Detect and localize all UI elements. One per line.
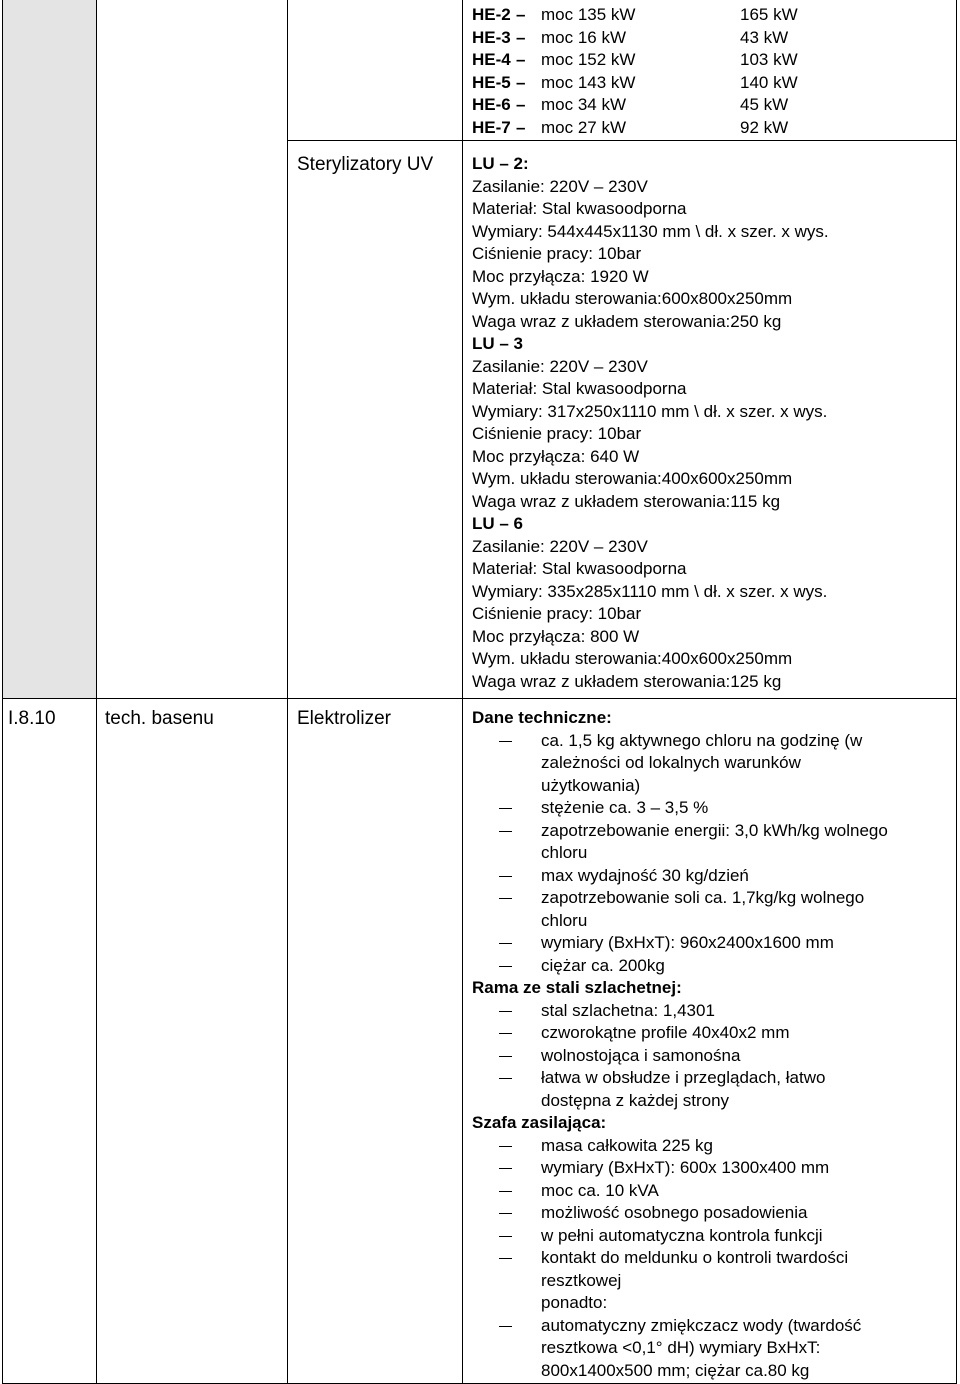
dash-bullet-icon (499, 898, 512, 899)
list-item (472, 1022, 952, 1045)
row-divider-elektrolizer (2, 698, 957, 699)
table-divider-2 (287, 0, 288, 1384)
list-item (472, 1225, 952, 1248)
he-name: HE-4 (472, 50, 511, 69)
spec-line: Waga wraz z układem sterowania:250 kg (472, 311, 782, 331)
he-moc: moc 135 kW (541, 5, 636, 24)
section-heading: Szafa zasilająca: (472, 1113, 607, 1132)
spec-line: Wymiary: 544x445x1130 mm \ dł. x szer. x wys. (472, 221, 829, 241)
dash-bullet-icon (499, 1168, 512, 1169)
list-item-line: wolnostojąca i samonośna (541, 1045, 741, 1065)
he-name: HE-6 (472, 95, 511, 114)
row-category: tech. basenu (105, 708, 214, 729)
he-dash-column (516, 4, 525, 139)
he-names-column (472, 4, 511, 139)
spec-line: Waga wraz z układem sterowania:125 kg (472, 671, 782, 691)
dash-bullet-icon (499, 1078, 512, 1079)
list-item-line: kontakt do meldunku o kontroli twardości (541, 1248, 849, 1267)
he-moc: moc 152 kW (541, 50, 636, 69)
spec-line: Ciśnienie pracy: 10bar (472, 424, 642, 443)
spec-line: Wym. układu sterowania:400x600x250mm (472, 469, 793, 488)
list-item-line: możliwość osobnego posadowienia (541, 1203, 808, 1222)
list-item (472, 887, 952, 932)
he-name: HE-2 (472, 5, 511, 24)
list-item-line: dostępna z każdej strony (541, 1090, 730, 1110)
list-item (472, 955, 952, 978)
unit-title: LU – 6 (472, 514, 524, 533)
dash-bullet-icon (499, 876, 512, 877)
list-item-line: max wydajność 30 kg/dzień (541, 865, 749, 885)
spec-line: Moc przyłącza: 640 W (472, 446, 640, 466)
spec-line: Wymiary: 335x285x1110 mm \ dł. x szer. x wys. (472, 581, 828, 601)
list-item-line: 800x1400x500 mm; ciężar ca.80 kg (541, 1360, 810, 1380)
list-item (472, 1045, 952, 1068)
dash-bullet-icon (499, 1011, 512, 1012)
list-item (472, 1000, 952, 1023)
list-item-line: zależności od lokalnych warunków (541, 753, 801, 772)
spec-line: Materiał: Stal kwasoodporna (472, 199, 687, 218)
he-value: 103 kW (740, 50, 798, 69)
list-item-line: zapotrzebowanie soli ca. 1,7kg/kg wolnego (541, 888, 865, 907)
list-item-line: automatyczny zmiękczacz wody (twardość (541, 1315, 862, 1335)
list-item (472, 730, 952, 798)
spec-line: Zasilanie: 220V – 230V (472, 356, 648, 376)
list-item (472, 1315, 952, 1383)
dash-bullet-icon (499, 1191, 512, 1192)
list-item-line: masa całkowita 225 kg (541, 1135, 713, 1155)
sterylizatory-label: Sterylizatory UV (297, 154, 434, 175)
spec-line: Moc przyłącza: 800 W (472, 626, 640, 646)
row-divider-he (287, 140, 957, 141)
sterylizatory-specs (472, 153, 829, 693)
dash-bullet-icon (499, 741, 512, 742)
he-dash: – (516, 117, 526, 137)
list-item (472, 1135, 952, 1158)
dash-bullet-icon (499, 943, 512, 944)
he-name: HE-7 (472, 117, 511, 137)
row-id: I.8.10 (8, 708, 56, 729)
he-moc: moc 16 kW (541, 27, 627, 47)
he-dash: – (516, 95, 526, 114)
he-value: 45 kW (740, 95, 789, 114)
spec-line: Ciśnienie pracy: 10bar (472, 604, 642, 623)
list-item (472, 865, 952, 888)
elektrolizer-specs (472, 707, 952, 1382)
he-value: 43 kW (740, 27, 789, 47)
he-moc: moc 34 kW (541, 95, 627, 114)
he-dash: – (516, 5, 526, 24)
list-item-line: użytkowania) (541, 775, 641, 795)
list-item (472, 820, 952, 865)
he-value: 165 kW (740, 5, 798, 24)
list-item-line: ca. 1,5 kg aktywnego chloru na godzinę (w (541, 730, 863, 750)
he-value: 140 kW (740, 72, 798, 92)
he-dash: – (516, 27, 526, 47)
he-value: 92 kW (740, 117, 789, 137)
he-value-column (740, 4, 798, 139)
spec-line: Wym. układu sterowania:600x800x250mm (472, 289, 793, 308)
list-item-line: zapotrzebowanie energii: 3,0 kWh/kg wolnego (541, 820, 888, 840)
section-heading: Rama ze stali szlachetnej: (472, 978, 682, 997)
he-moc: moc 27 kW (541, 117, 627, 137)
dash-bullet-icon (499, 1258, 512, 1259)
list-item-line: wymiary (BxHxT): 600x 1300x400 mm (541, 1158, 830, 1177)
table-divider-3 (462, 0, 463, 1384)
spec-line: Moc przyłącza: 1920 W (472, 266, 649, 286)
he-name: HE-3 (472, 27, 511, 47)
list-item-line: resztkowej (541, 1270, 622, 1290)
he-dash: – (516, 50, 526, 69)
list-item-line: chloru (541, 910, 588, 930)
list-item (472, 1247, 952, 1315)
spec-line: Waga wraz z układem sterowania:115 kg (472, 491, 781, 511)
list-item-line: wymiary (BxHxT): 960x2400x1600 mm (541, 933, 834, 952)
he-moc: moc 143 kW (541, 72, 636, 92)
elektrolizer-label: Elektrolizer (297, 708, 391, 729)
spec-line: Ciśnienie pracy: 10bar (472, 244, 642, 263)
he-dash: – (516, 72, 526, 92)
spec-line: Zasilanie: 220V – 230V (472, 176, 648, 196)
list-item-line: stężenie ca. 3 – 3,5 % (541, 798, 709, 817)
dash-bullet-icon (499, 808, 512, 809)
he-name: HE-5 (472, 72, 511, 92)
dash-bullet-icon (499, 831, 512, 832)
he-moc-column (541, 4, 635, 139)
spec-line: Zasilanie: 220V – 230V (472, 536, 648, 556)
list-item-line: chloru (541, 843, 588, 862)
list-item-line: w pełni automatyczna kontrola funkcji (541, 1225, 823, 1245)
table-divider-1 (96, 0, 97, 1384)
list-item-line: ciężar ca. 200kg (541, 955, 665, 975)
spec-line: Materiał: Stal kwasoodporna (472, 379, 687, 398)
list-item-line: ponadto: (541, 1293, 608, 1312)
list-item (472, 1067, 952, 1112)
section-heading: Dane techniczne: (472, 708, 612, 727)
list-item-line: łatwa w obsłudze i przeglądach, łatwo (541, 1068, 826, 1087)
dash-bullet-icon (499, 1213, 512, 1214)
unit-title: LU – 3 (472, 334, 524, 353)
spec-line: Wymiary: 317x250x1110 mm \ dł. x szer. x wys. (472, 401, 828, 421)
id-column-shading (3, 0, 96, 698)
list-item-line: stal szlachetna: 1,4301 (541, 1000, 715, 1020)
spec-line: Wym. układu sterowania:400x600x250mm (472, 649, 793, 668)
dash-bullet-icon (499, 966, 512, 967)
dash-bullet-icon (499, 1033, 512, 1034)
list-item (472, 1180, 952, 1203)
dash-bullet-icon (499, 1326, 512, 1327)
dash-bullet-icon (499, 1146, 512, 1147)
list-item-line: czworokątne profile 40x40x2 mm (541, 1023, 790, 1042)
spec-line: Materiał: Stal kwasoodporna (472, 559, 687, 578)
table-border-right (956, 0, 957, 1384)
list-item (472, 1202, 952, 1225)
list-item-line: moc ca. 10 kVA (541, 1180, 659, 1200)
list-item (472, 1157, 952, 1180)
list-item (472, 797, 952, 820)
dash-bullet-icon (499, 1236, 512, 1237)
dash-bullet-icon (499, 1056, 512, 1057)
list-item-line: resztkowa <0,1° dH) wymiary BxHxT: (541, 1338, 821, 1357)
table-border-left (2, 0, 3, 1384)
list-item (472, 932, 952, 955)
unit-title: LU – 2: (472, 154, 529, 173)
